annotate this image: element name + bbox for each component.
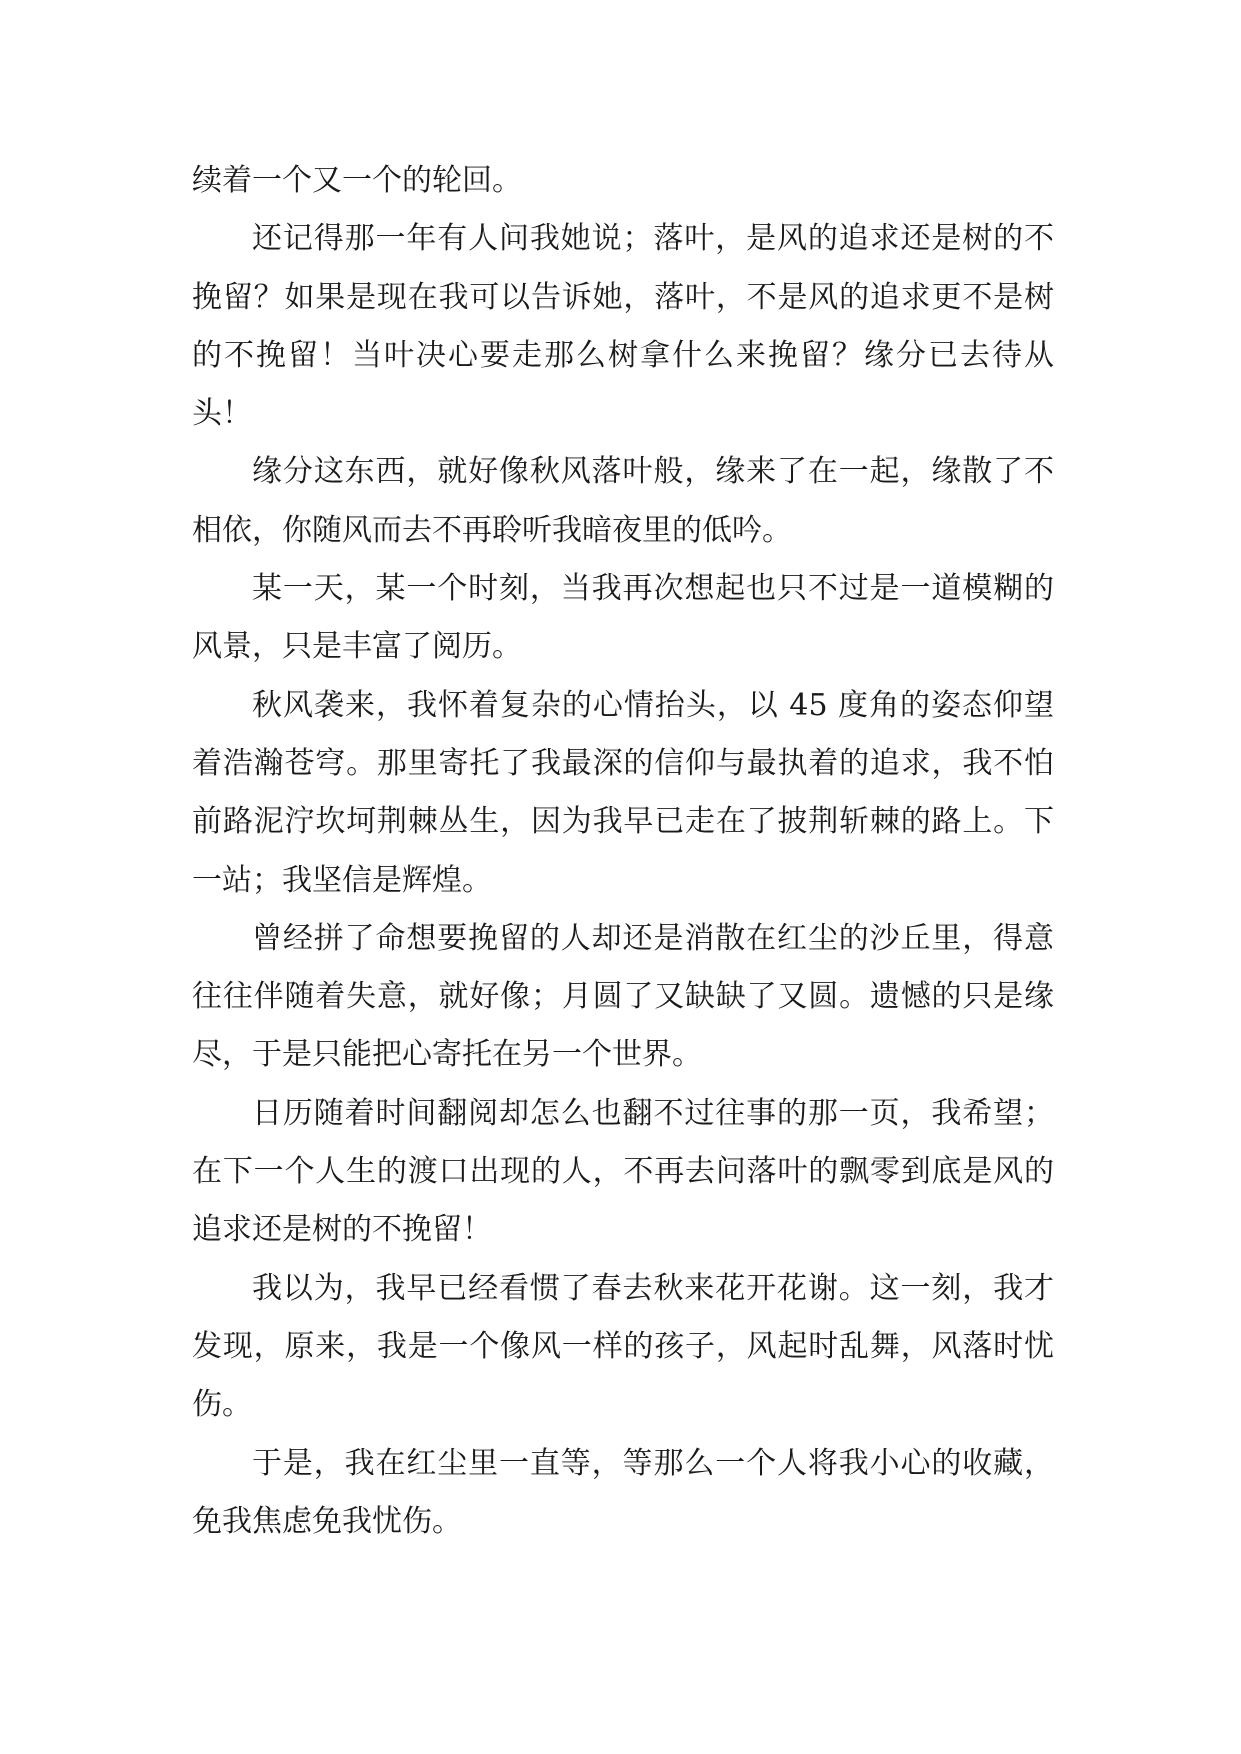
paragraph: 还记得那一年有人问我她说；落叶，是风的追求还是树的不挽留？如果是现在我可以告诉她，落叶，不是风的追求更不是树的不挽留！当叶决心要走那么树拿什么来挽留？缘分已去待从头！ — [192, 221, 1054, 432]
paragraph-continuation: 续着一个又一个的轮回。 — [192, 163, 522, 198]
paragraph: 某一天，某一个时刻，当我再次想起也只不过是一道模糊的风景，只是丰富了阅历。 — [192, 571, 1054, 665]
document-body — [192, 152, 1054, 1551]
paragraph: 日历随着时间翻阅却怎么也翻不过往事的那一页，我希望；在下一个人生的渡口出现的人，不再去问落叶的飘零到底是风的追求还是树的不挽留！ — [192, 1095, 1054, 1248]
paragraph: 秋风袭来，我怀着复杂的心情抬头，以 45 度角的姿态仰望着浩瀚苍穹。那里寄托了我最深的信仰与最执着的追求，我不怕前路泥泞坎坷荆棘丛生，因为我早已走在了披荆斩棘的路上。下一站；我坚信是辉煌。 — [192, 687, 1054, 898]
paragraph: 曾经拼了命想要挽留的人却还是消散在红尘的沙丘里，得意往往伴随着失意，就好像；月圆了又缺缺了又圆。遗憾的只是缘尽，于是只能把心寄托在另一个世界。 — [192, 920, 1054, 1073]
paragraph: 缘分这东西，就好像秋风落叶般，缘来了在一起，缘散了不相依，你随风而去不再聆听我暗夜里的低吟。 — [192, 454, 1054, 548]
paragraph: 我以为，我早已经看惯了春去秋来花开花谢。这一刻，我才发现，原来，我是一个像风一样的孩子，风起时乱舞，风落时忧伤。 — [192, 1270, 1054, 1423]
paragraph: 于是，我在红尘里一直等，等那么一个人将我小心的收藏，免我焦虑免我忧伤。 — [192, 1445, 1054, 1539]
